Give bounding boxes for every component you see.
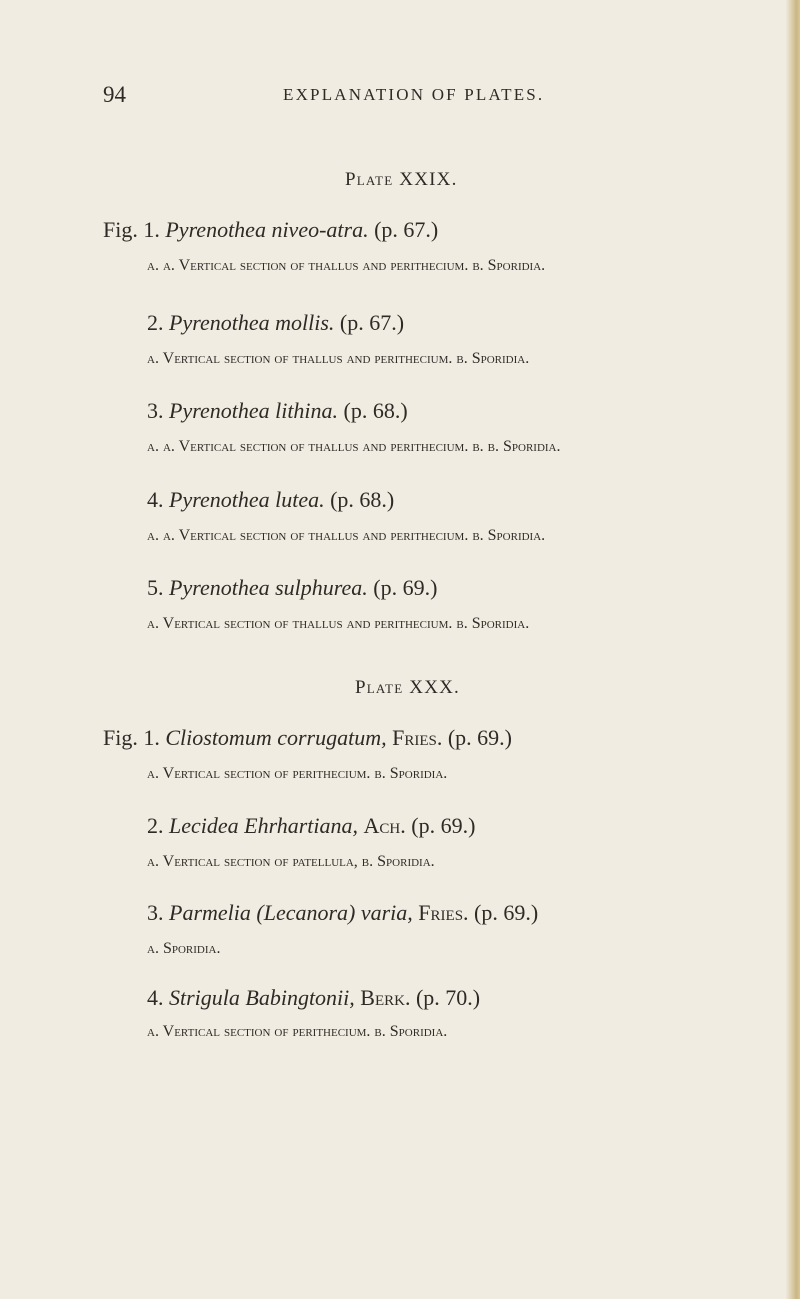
species-name: Pyrenothea mollis. bbox=[169, 310, 335, 335]
plate-xxix-fig-3-desc: a. a. Vertical section of thallus and perithecium. b. b. Sporidia. bbox=[147, 438, 561, 455]
page-ref: (p. 70.) bbox=[415, 985, 481, 1010]
plate-xxix-fig-3 bbox=[147, 398, 408, 424]
page-ref: (p. 69.) bbox=[373, 575, 438, 600]
plate-xxix-fig-2 bbox=[147, 310, 404, 336]
plate-xxix-heading: Plate XXIX. bbox=[345, 169, 458, 190]
plate-xxx-fig-1-desc: a. Vertical section of perithecium. b. Sporidia. bbox=[147, 765, 448, 782]
page-ref: (p. 69.) bbox=[474, 900, 539, 925]
page-ref: (p. 68.) bbox=[343, 398, 408, 423]
species-name: Parmelia (Lecanora) varia, bbox=[169, 900, 413, 925]
fig-number: 4. bbox=[147, 985, 164, 1010]
plate-xxix-fig-5-desc: a. Vertical section of thallus and perithecium. b. Sporidia. bbox=[147, 615, 530, 632]
species-name: Pyrenothea sulphurea. bbox=[169, 575, 368, 600]
fig-number: Fig. 1. bbox=[103, 217, 160, 242]
plate-xxx-fig-4 bbox=[147, 985, 480, 1011]
plate-xxix-fig-1 bbox=[103, 217, 438, 243]
page-edge-shadow bbox=[786, 0, 800, 1299]
species-name: Cliostomum corrugatum, bbox=[165, 725, 387, 750]
author-name: Berk. bbox=[360, 985, 411, 1010]
species-name: Pyrenothea lutea. bbox=[169, 487, 325, 512]
species-name: Lecidea Ehrhartiana, bbox=[169, 813, 359, 838]
plate-xxx-fig-1 bbox=[103, 725, 512, 751]
plate-xxix-fig-1-desc: a. a. Vertical section of thallus and perithecium. b. Sporidia. bbox=[147, 257, 546, 274]
species-name: Pyrenothea lithina. bbox=[169, 398, 339, 423]
plate-xxx-fig-2 bbox=[147, 813, 475, 839]
fig-number: 2. bbox=[147, 310, 164, 335]
page-ref: (p. 67.) bbox=[339, 310, 405, 335]
plate-xxix-fig-2-desc: a. Vertical section of thallus and perithecium. b. Sporidia. bbox=[147, 350, 530, 367]
fig-number: 3. bbox=[147, 398, 164, 423]
author-name: Ach. bbox=[363, 813, 406, 838]
page-ref: (p. 69.) bbox=[411, 813, 476, 838]
fig-number: 5. bbox=[147, 575, 164, 600]
fig-number: 2. bbox=[147, 813, 164, 838]
plate-xxx-heading: Plate XXX. bbox=[355, 677, 461, 698]
page-ref: (p. 69.) bbox=[447, 725, 513, 750]
plate-xxix-fig-5 bbox=[147, 575, 437, 601]
page-ref: (p. 67.) bbox=[374, 217, 439, 242]
plate-xxix-fig-4 bbox=[147, 487, 394, 513]
plate-xxx-fig-3-desc: a. Sporidia. bbox=[147, 940, 221, 957]
page-number: 94 bbox=[103, 82, 126, 107]
fig-number: 3. bbox=[147, 900, 164, 925]
running-title: EXPLANATION OF PLATES. bbox=[283, 85, 545, 104]
author-name: Fries. bbox=[418, 900, 469, 925]
page-ref: (p. 68.) bbox=[330, 487, 395, 512]
fig-number: 4. bbox=[147, 487, 164, 512]
plate-xxx-fig-2-desc: a. Vertical section of patellula, b. Sporidia. bbox=[147, 853, 435, 870]
fig-number: Fig. 1. bbox=[103, 725, 160, 750]
species-name: Pyrenothea niveo-atra. bbox=[165, 217, 369, 242]
author-name: Fries. bbox=[392, 725, 443, 750]
species-name: Strigula Babingtonii, bbox=[169, 985, 355, 1010]
plate-xxix-fig-4-desc: a. a. Vertical section of thallus and perithecium. b. Sporidia. bbox=[147, 527, 546, 544]
plate-xxx-fig-4-desc: a. Vertical section of perithecium. b. Sporidia. bbox=[147, 1023, 448, 1040]
plate-xxx-fig-3 bbox=[147, 900, 538, 926]
